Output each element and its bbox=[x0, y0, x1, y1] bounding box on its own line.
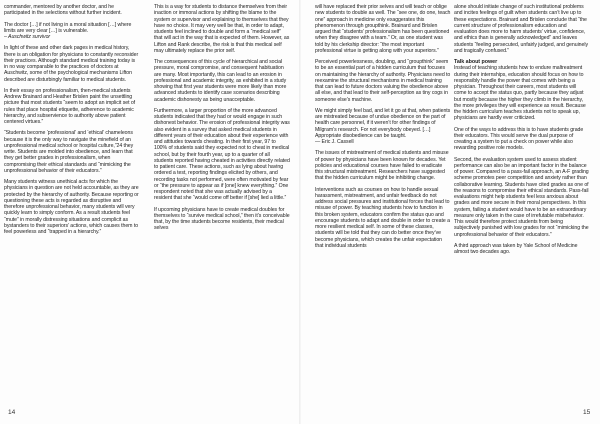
epigraph-quote: We might simply feel bad, and let it go at that, when patients are mistreated because of undue obedience on the part of health care personnel, if it weren’t for other findings of Milgram’s research. For not everybody obeyed. […] Appropriate disobedience can be taught. bbox=[315, 107, 451, 139]
paragraph: commander, mentored by another doctor, and he participated in the selections without further incident. bbox=[4, 4, 122, 17]
column-2 bbox=[154, 4, 290, 402]
column-3 bbox=[315, 4, 451, 402]
paragraph: The consequences of this cycle of hierarchical and social pressure, moral compromise, and consequent habituation are many. Most importantly, this can lead to an erosion in professional and academic integrity, as exhibited in a study showing that first year students were more likely than more advanced students to identify case scenarios describing academic dishonesty as being unacceptable. bbox=[154, 59, 287, 103]
paragraph: Furthermore, a larger proportion of the more advanced students indicated that they had or would engage in such dishonest behavior. The erosion of professional integrity was also evident in a survey that asked medical students in different years of their education about their experience with and attitudes towards cheating. In their first year, 97 to 100% of students said they expected not to cheat in medical school, but by their fourth year, up to a quarter of all students reported having cheated in activities directly related to patient care. These actions, such as lying about having ordered a test, reporting findings elicited by others, and recording tasks not performed, were often motivated by fear or “the pressure to appear as if [one] knew everything.” One respondent noted that she was actually advised by a resident that she “would come off better if [she] lied a little.” bbox=[154, 107, 290, 202]
paragraph: One of the ways to address this is to have students grade their educators. This would serve the dual purpose of creating a system to put a check on power while also rewarding positive role models. bbox=[454, 126, 584, 152]
epigraph-attribution: — Eric J. Cassell bbox=[315, 139, 354, 145]
paragraph: Many students witness unethical acts for which the physicians in question are not held accountable, as they are protected by the hierarchy of authority. Because reporting or questioning these acts is regarded as disruptive and therefore unprofessional behavior, many students will very quickly learn to simply conform. As a result students feel “mute” in morally distressing situations and complicit as bystanders to their superiors’ actions, which causes them to feel powerless and “trapped in a hierarchy.” bbox=[4, 179, 139, 235]
paragraph: “Students become ‘professional’ and ‘ethical’ chameleons because it is the only way to navigate the minefield of an unprofessional medical school or hospital culture,”24 they write. Students are molded into obedience, and learn that they get better grades in professionalism, when compromising their ethical standards and “mimicking the unprofessional behavior of their educators.” bbox=[4, 130, 134, 174]
paragraph: Perceived powerlessness, doubling, and “groupthink” seem to be an essential part of a hidden curriculum that focuses on maintaining the hierarchy of authority. Physicians need to reexamine the structural mechanisms in medical training that can lead to future doctors valuing the obedience above all else, and that lead to their self-perception as tiny cogs in someone else’s machine. bbox=[315, 59, 451, 103]
column-4 bbox=[454, 4, 590, 402]
paragraph: Interventions such as courses on how to handle sexual harassment, mistreatment, and unfair feedback do not address social pressures and institutional forces that lead to misuse of power. By teaching students how to function in this broken system, educators confirm the status quo and encourage students to adapt and double in order to create a more resilient medical self. In some of these classes, students will be told that they can do better once they’ve become physicians, which creates the unfair expectation that individual students bbox=[315, 186, 450, 249]
paragraph: In their essay on professionalism, then-medical students Andrew Brainard and Heather Brislen paint the unsettling picture that most students “seem to adopt an implicit set of rules that place hospital etiquette, adherence to academic hierarchy, and subservience to authority above patient centered virtues.” bbox=[4, 87, 136, 125]
paragraph: A third approach was taken by Yale School of Medicine almost two decades ago. bbox=[454, 242, 578, 256]
paragraph: Instead of teaching students how to endure maltreatment during their internships, education should focus on how to responsibly handle the power that comes with being a physician. Throughout their careers, most students will come to accept the status quo, partly because they adjust but mostly because the higher they climb in the hierarchy, the more privileges they will experience as result. Because the hidden curriculum teaches students not to speak up, physicians are hardly ever criticized. bbox=[454, 65, 586, 122]
epigraph-attribution: – Auschwitz survivor bbox=[4, 34, 51, 40]
page-number-right: 15 bbox=[583, 409, 591, 416]
paragraph: The issues of mistreatment of medical students and misuse of power by physicians have been known for decades. Yet policies and educational courses have failed to eradicate this structural mistreatment. Researchers have suggested that the hidden curriculum might be inhibiting change. bbox=[315, 150, 449, 182]
gutter bbox=[299, 0, 301, 424]
paragraph: This is a way for students to distance themselves from their inaction or immoral actions by shifting the blame to the system or supervisor and explaining to themselves that they have no choice. It may very well be that, in order to adapt, students feel inclined to double and form a “medical self” that will act in the way that is expected of them. However, as Lifton and Rank describe, the risk is that this medical self may ultimately replace the prior self. bbox=[154, 4, 290, 54]
column-1 bbox=[4, 4, 140, 402]
page-number-left: 14 bbox=[8, 409, 16, 416]
paragraph: will have replaced their prior selves and will teach or oblige new students to double as well. The “see one, do one, teach one” approach in medicine only exaggerates this phenomenon through groupthink. Brainard and Brislen argued that “students’ professionalism has been questioned when they disagree with a team.” Or, as one student was told by his clerkship director: “the most important professional virtue is getting along with your superiors.” bbox=[315, 4, 451, 54]
epigraph-quote: The doctor […] if not living in a moral situation […] where limits are very clear […] is vulnerable. bbox=[4, 21, 132, 34]
paragraph: alone should initiate change of such institutional problems and incites feelings of guilt when students can’t live up to these expectations. Brainard and Brislen conclude that “the current structure of professionalism education and evaluation does more to harm students’ virtue, confidence, and ethics than is generally acknowledged” and leaves students “feeling persecuted, unfairly judged, and genuinely and tragically confused.” bbox=[454, 4, 588, 54]
paragraph: If upcoming physicians have to create medical doubles for themselves to “survive medical school,” then it’s conceivable that, by the time students become residents, their medical selves bbox=[154, 206, 290, 232]
paragraph: Second, the evaluation system used to assess student performance can also be an important factor in the balance of power. Compared to a pass-fail approach, an A-F grading scheme promotes peer competition and anxiety rather than collaborative learning. Students have cited grades as one of the reasons to compromise their ethical standards. Pass-fail evaluations might help students feel less anxious about grades and more secure in their moral perspectives. In this system, failing a student would have to be an extraordinary measure only taken in the case of irrefutable misbehavior. This would therefore protect students from being subjectively punished with low grades for not “mimicking the unprofessional behavior of their educators.” bbox=[454, 156, 589, 238]
section-heading: Talk about power bbox=[454, 59, 498, 65]
paragraph: In light of these and other dark pages in medical history, there is an obligation for physicians to constantly reconsider their practices. Although standard medical training today is in no way comparable to the practices of doctors at Auschwitz, some of the psychological mechanisms Lifton described are disturbingly familiar to medical students. bbox=[4, 45, 139, 83]
